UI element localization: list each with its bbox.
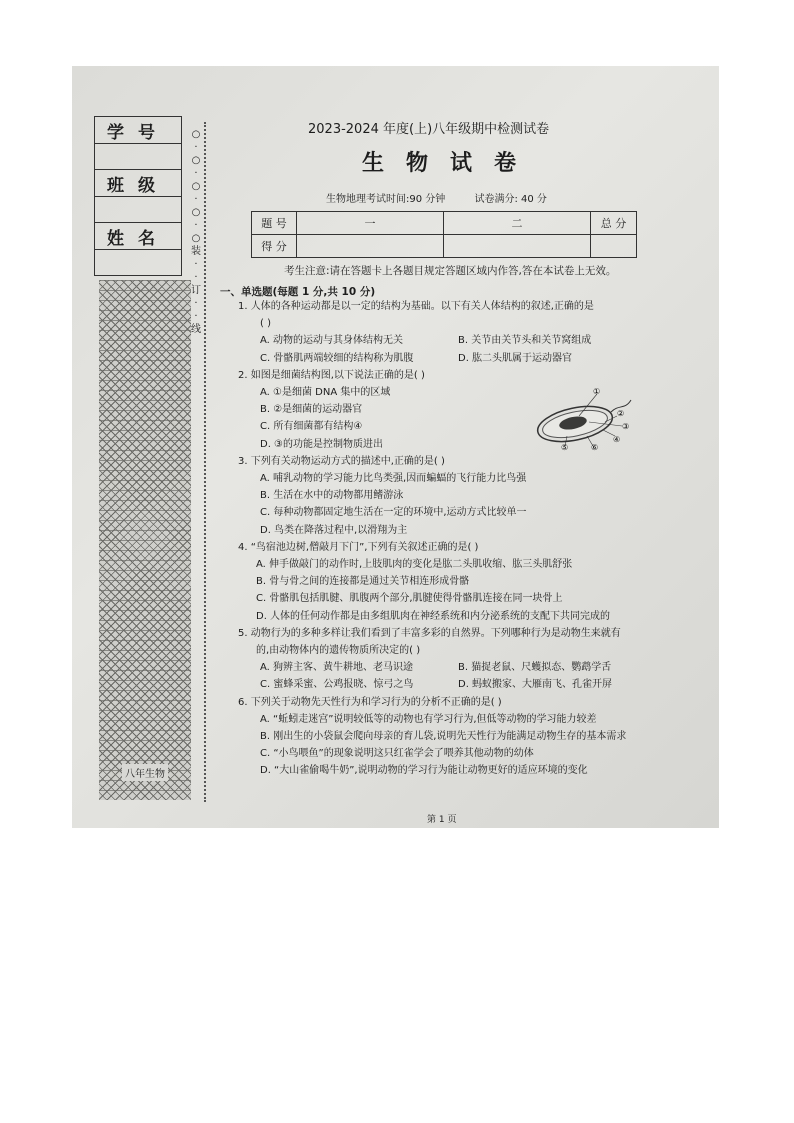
figure-label: ② bbox=[617, 409, 625, 418]
question-stem: 5. 动物行为的多种多样让我们看到了丰富多彩的自然界。下列哪种行为是动物生来就有 bbox=[238, 627, 621, 639]
option: B. 关节由关节头和关节窝组成 bbox=[458, 335, 592, 347]
figure-label: ③ bbox=[622, 422, 630, 431]
score-header: 二 bbox=[444, 212, 591, 235]
option: B. 生活在水中的动物都用鳍游泳 bbox=[260, 490, 404, 502]
binding-seal-marks: ○ · ○ · ○ · ○ · ○ 装 · · 订 · · 线 bbox=[191, 129, 201, 335]
seal-char: 线 bbox=[191, 324, 201, 335]
seal-char: 装 bbox=[191, 246, 201, 257]
field-student-id: 学号 bbox=[95, 117, 182, 144]
question-stem: 6. 下列关于动物先天性行为和学习行为的分析不正确的是( ) bbox=[238, 696, 502, 708]
question-stem: ( ) bbox=[260, 318, 271, 330]
exam-time: 生物地理考试时间:90 分钟 bbox=[326, 194, 446, 205]
option: D. ③的功能是控制物质进出 bbox=[260, 438, 384, 450]
option: C. 骨骼肌两端较细的结构称为肌腹 bbox=[260, 352, 414, 364]
option: A. 哺乳动物的学习能力比鸟类强,因而蝙蝠的飞行能力比鸟强 bbox=[260, 473, 527, 485]
figure-label: ④ bbox=[613, 435, 621, 444]
score-cell bbox=[591, 235, 637, 258]
option: A. “蚯蚓走迷宫”说明较低等的动物也有学习行为,但低等动物的学习能力较差 bbox=[260, 713, 597, 725]
exam-notice: 考生注意:请在答题卡上各题目规定答题区域内作答,答在本试卷上无效。 bbox=[284, 265, 617, 277]
option: D. 人体的任何动作都是由多组肌肉在神经系统和内分泌系统的支配下共同完成的 bbox=[256, 610, 611, 622]
score-header: 总 分 bbox=[591, 212, 637, 235]
section-title: 一、单选题(每题 1 分,共 10 分) bbox=[220, 286, 376, 298]
pattern-label: 八年生物 bbox=[122, 764, 168, 781]
option: C. 每种动物都固定地生活在一定的环境中,运动方式比较单一 bbox=[260, 507, 527, 519]
option-row bbox=[260, 659, 678, 676]
score-header: 一 bbox=[297, 212, 444, 235]
option: C. 所有细菌都有结构④ bbox=[260, 421, 363, 433]
score-cell bbox=[444, 235, 591, 258]
option: A. 狗辨主客、黄牛耕地、老马识途 bbox=[260, 662, 414, 674]
option: B. 猫捉老鼠、尺蠖拟态、鹦鹉学舌 bbox=[458, 662, 612, 674]
option: B. 骨与骨之间的连接都是通过关节相连形成骨骼 bbox=[256, 576, 470, 588]
question-list bbox=[238, 298, 678, 780]
exam-photo bbox=[72, 66, 719, 828]
score-table bbox=[251, 211, 637, 258]
seal-char: 订 bbox=[191, 285, 201, 296]
option: A. ①是细菌 DNA 集中的区域 bbox=[260, 387, 391, 399]
score-header: 题 号 bbox=[252, 212, 297, 235]
figure-label: ① bbox=[593, 387, 601, 396]
question-stem: 4. “鸟宿池边树,僧敲月下门”,下列有关叙述正确的是( ) bbox=[238, 541, 479, 553]
full-score: 试卷满分: 40 分 bbox=[474, 194, 547, 205]
decorative-pattern bbox=[99, 280, 191, 800]
question-stem: 1. 人体的各种运动都是以一定的结构为基础。以下有关人体结构的叙述,正确的是 bbox=[238, 301, 594, 312]
option: D. 肱二头肌属于运动器官 bbox=[458, 352, 573, 364]
option: D. “大山雀偷喝牛奶”,说明动物的学习行为能让动物更好的适应环境的变化 bbox=[260, 765, 588, 777]
option: B. 刚出生的小袋鼠会爬向母亲的育儿袋,说明先天性行为能满足动物生存的基本需求 bbox=[260, 731, 627, 743]
option: C. 骨骼肌包括肌腱、肌腹两个部分,肌腱使得骨骼肌连接在同一块骨上 bbox=[256, 593, 563, 605]
option-row bbox=[260, 676, 678, 693]
option: C. 蜜蜂采蜜、公鸡报晓、惊弓之鸟 bbox=[260, 679, 414, 691]
exam-year-title: 2023-2024 年度(上)八年级期中检测试卷 bbox=[308, 122, 550, 137]
option: B. ②是细菌的运动器官 bbox=[260, 404, 363, 416]
score-row-label: 得 分 bbox=[252, 235, 297, 258]
field-class: 班级 bbox=[95, 170, 182, 197]
option: C. “小鸟喂鱼”的现象说明这只红雀学会了喂养其他动物的幼体 bbox=[260, 748, 534, 760]
option: A. 伸手做敲门的动作时,上肢肌肉的变化是肱二头肌收缩、肱三头肌舒张 bbox=[256, 559, 573, 571]
option: A. 动物的运动与其身体结构无关 bbox=[260, 335, 404, 347]
student-info-table bbox=[94, 116, 182, 276]
option-row bbox=[260, 350, 678, 367]
field-blank bbox=[95, 197, 182, 223]
page-number: 第 1 页 bbox=[427, 815, 457, 825]
question-stem: 3. 下列有关动物运动方式的描述中,正确的是( ) bbox=[238, 455, 445, 467]
field-blank bbox=[95, 144, 182, 170]
option: D. 蚂蚁搬家、大雁南飞、孔雀开屏 bbox=[458, 679, 613, 691]
figure-label: ⑤ bbox=[561, 443, 569, 451]
figure-label: ⑥ bbox=[591, 443, 599, 451]
exam-info bbox=[326, 190, 573, 205]
binding-line bbox=[204, 122, 206, 802]
option: D. 鸟类在降落过程中,以滑翔为主 bbox=[260, 524, 408, 536]
question-stem: 2. 如图是细菌结构图,以下说法正确的是( ) bbox=[238, 369, 425, 381]
field-name: 姓名 bbox=[95, 223, 182, 250]
score-cell bbox=[297, 235, 444, 258]
question-stem: 的,由动物体内的遗传物质所决定的( ) bbox=[256, 645, 421, 657]
field-blank bbox=[95, 250, 182, 276]
bacteria-diagram bbox=[527, 386, 637, 451]
option-row bbox=[260, 332, 678, 349]
exam-title: 生物试卷 bbox=[362, 151, 539, 176]
